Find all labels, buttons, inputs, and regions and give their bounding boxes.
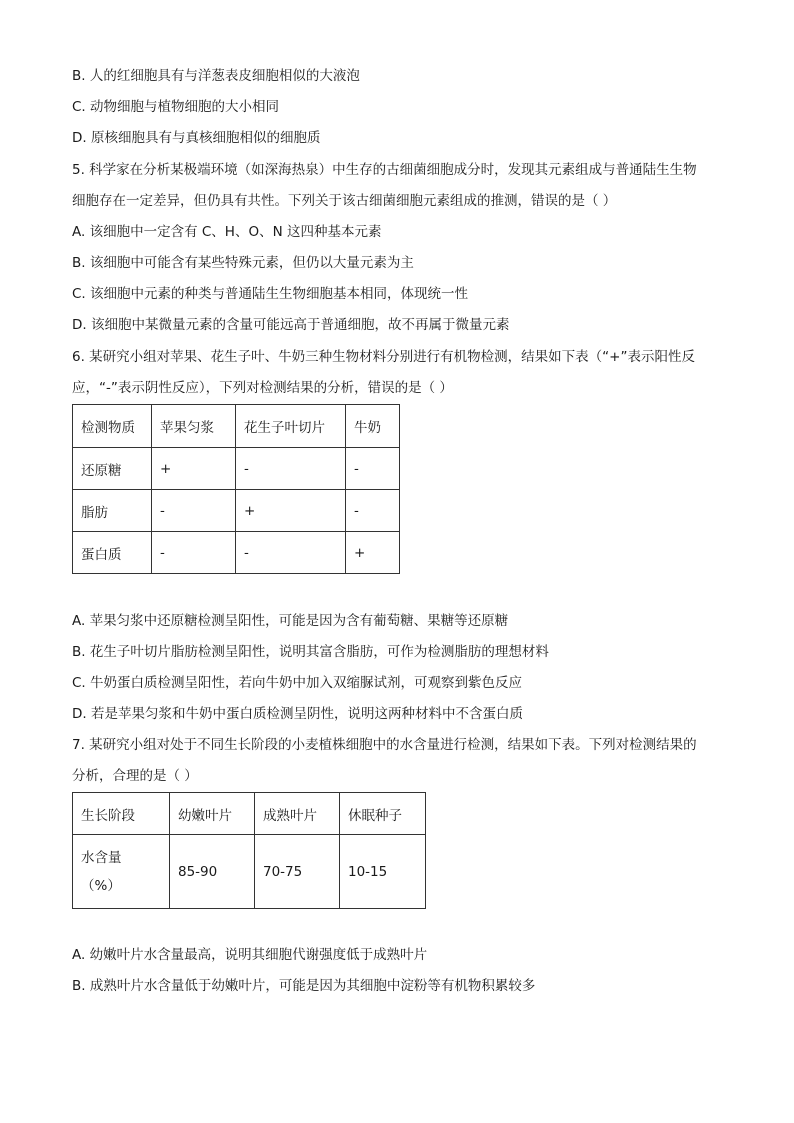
option-a-q7: A. 幼嫩叶片水含量最高，说明其细胞代谢强度低于成熟叶片 <box>72 947 428 963</box>
table-cell: - <box>152 490 236 532</box>
table-header-cell: 成熟叶片 <box>255 793 340 835</box>
table-cell: - <box>236 532 346 574</box>
option-a-q5: A. 该细胞中一定含有 C、H、O、N 这四种基本元素 <box>72 224 382 240</box>
question-7-line-2: 分析，合理的是（ ） <box>72 768 198 784</box>
question-5-line-2: 细胞存在一定差异，但仍具有共性。下列关于该古细菌细胞元素组成的推测，错误的是（ ） <box>72 193 617 209</box>
table-row <box>73 490 400 532</box>
table-cell: 10-15 <box>340 835 426 909</box>
question-7-line-1: 7. 某研究小组对处于不同生长阶段的小麦植株细胞中的水含量进行检测，结果如下表。下列对检测结果的 <box>72 737 697 753</box>
table-cell: 脂肪 <box>73 490 152 532</box>
option-c-q5: C. 该细胞中元素的种类与普通陆生生物细胞基本相同，体现统一性 <box>72 286 469 302</box>
table-cell: 还原糖 <box>73 448 152 490</box>
table-cell: + <box>346 532 400 574</box>
option-a-q6: A. 苹果匀浆中还原糖检测呈阳性，可能是因为含有葡萄糖、果糖等还原糖 <box>72 613 509 629</box>
table-header-row <box>73 405 400 448</box>
table-cell: - <box>346 490 400 532</box>
water-content-table <box>72 792 426 909</box>
option-c-q4: C. 动物细胞与植物细胞的大小相同 <box>72 99 280 115</box>
option-d-q6: D. 若是苹果匀浆和牛奶中蛋白质检测呈阴性，说明这两种材料中不含蛋白质 <box>72 706 523 722</box>
option-b-q4: B. 人的红细胞具有与洋葱表皮细胞相似的大液泡 <box>72 68 360 84</box>
question-5-line-1: 5. 科学家在分析某极端环境（如深海热泉）中生存的古细菌细胞成分时，发现其元素组成与普通陆生生物 <box>72 162 697 178</box>
question-6-line-1: 6. 某研究小组对苹果、花生子叶、牛奶三种生物材料分别进行有机物检测，结果如下表（“+”表示阳性反 <box>72 349 695 365</box>
table-cell: 70-75 <box>255 835 340 909</box>
table-header-cell: 苹果匀浆 <box>152 405 236 448</box>
question-6-line-2: 应，“-”表示阴性反应），下列对检测结果的分析，错误的是（ ） <box>72 380 453 396</box>
table-header-cell: 生长阶段 <box>73 793 170 835</box>
option-b-q5: B. 该细胞中可能含有某些特殊元素，但仍以大量元素为主 <box>72 255 414 271</box>
option-d-q4: D. 原核细胞具有与真核细胞相似的细胞质 <box>72 130 321 146</box>
option-c-q6: C. 牛奶蛋白质检测呈阳性，若向牛奶中加入双缩脲试剂，可观察到紫色反应 <box>72 675 523 691</box>
table-cell: - <box>236 448 346 490</box>
table-cell: - <box>152 532 236 574</box>
table-header-row <box>73 793 426 835</box>
table-row <box>73 532 400 574</box>
option-d-q5: D. 该细胞中某微量元素的含量可能远高于普通细胞，故不再属于微量元素 <box>72 317 510 333</box>
table-row-label <box>73 835 170 909</box>
row-label-line-1: 水含量 <box>81 849 122 866</box>
option-b-q7: B. 成熟叶片水含量低于幼嫩叶片，可能是因为其细胞中淀粉等有机物积累较多 <box>72 978 536 994</box>
table-header-cell: 幼嫩叶片 <box>170 793 255 835</box>
row-label-line-2: （%） <box>81 877 121 894</box>
table-row <box>73 448 400 490</box>
table-header-cell: 花生子叶切片 <box>236 405 346 448</box>
table-cell: 85-90 <box>170 835 255 909</box>
table-header-cell: 牛奶 <box>346 405 400 448</box>
table-cell: + <box>152 448 236 490</box>
table-cell: + <box>236 490 346 532</box>
table-cell: - <box>346 448 400 490</box>
detection-results-table <box>72 404 400 574</box>
table-header-cell: 检测物质 <box>73 405 152 448</box>
table-row <box>73 835 426 909</box>
table-header-cell: 休眠种子 <box>340 793 426 835</box>
option-b-q6: B. 花生子叶切片脂肪检测呈阳性，说明其富含脂肪，可作为检测脂肪的理想材料 <box>72 644 549 660</box>
table-cell: 蛋白质 <box>73 532 152 574</box>
